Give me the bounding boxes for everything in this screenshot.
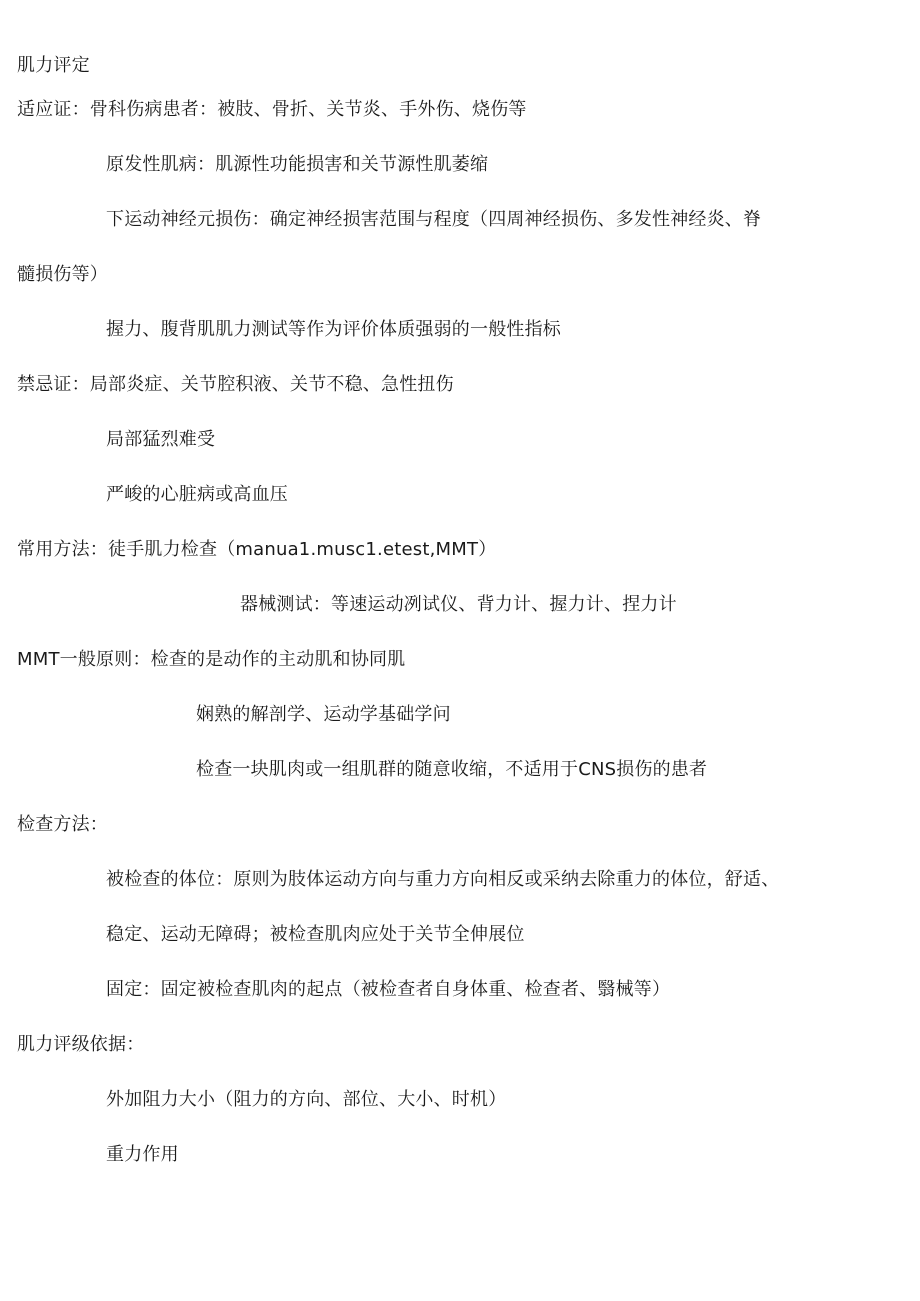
text-line: 检查一块肌肉或一组肌群的随意收缩，不适用于CNS损伤的患者 [196,759,708,780]
text-line: 外加阻力大小（阻力的方向、部位、大小、时机） [106,1089,507,1110]
text-line: 严峻的心脏病或高血压 [106,484,288,505]
text-line: 娴熟的解剖学、运动学基础学问 [196,704,451,725]
text-line: 下运动神经元损伤：确定神经损害范围与程度（四周神经损伤、多发性神经炎、脊 [106,209,762,230]
text-line: 固定：固定被检查肌肉的起点（被检查者自身体重、检查者、翳械等） [106,979,671,1000]
text-line: 被检查的体位：原则为肢体运动方向与重力方向相反或采纳去除重力的体位，舒适、 [106,869,780,890]
contraindications-line: 禁忌证：局部炎症、关节腔积液、关节不稳、急性扭伤 [17,374,454,395]
exam-methods-heading: 检查方法： [17,814,108,835]
mmt-principles-line: MMT一般原则：检查的是动作的主动肌和协同肌 [17,649,406,670]
text-line: 髓损伤等） [17,264,108,285]
grading-basis-heading: 肌力评级依据： [17,1034,145,1055]
methods-line: 常用方法：徒手肌力检查（manua1.musc1.etest,MMT） [17,539,497,560]
indications-line: 适应证：骨科伤病患者：被肢、骨折、关节炎、手外伤、烧伤等 [17,99,527,120]
text-line: 握力、腹背肌肌力测试等作为评价体质强弱的一般性指标 [106,319,561,340]
document-title: 肌力评定 [17,55,90,76]
text-line: 器械测试：等速运动冽试仪、背力计、握力计、捏力计 [240,594,677,615]
text-line: 局部猛烈难受 [106,429,216,450]
text-line: 稳定、运动无障碍；被检查肌肉应处于关节全伸展位 [106,924,525,945]
text-line: 重力作用 [106,1144,179,1165]
text-line: 原发性肌病：肌源性功能损害和关节源性肌萎缩 [106,154,489,175]
